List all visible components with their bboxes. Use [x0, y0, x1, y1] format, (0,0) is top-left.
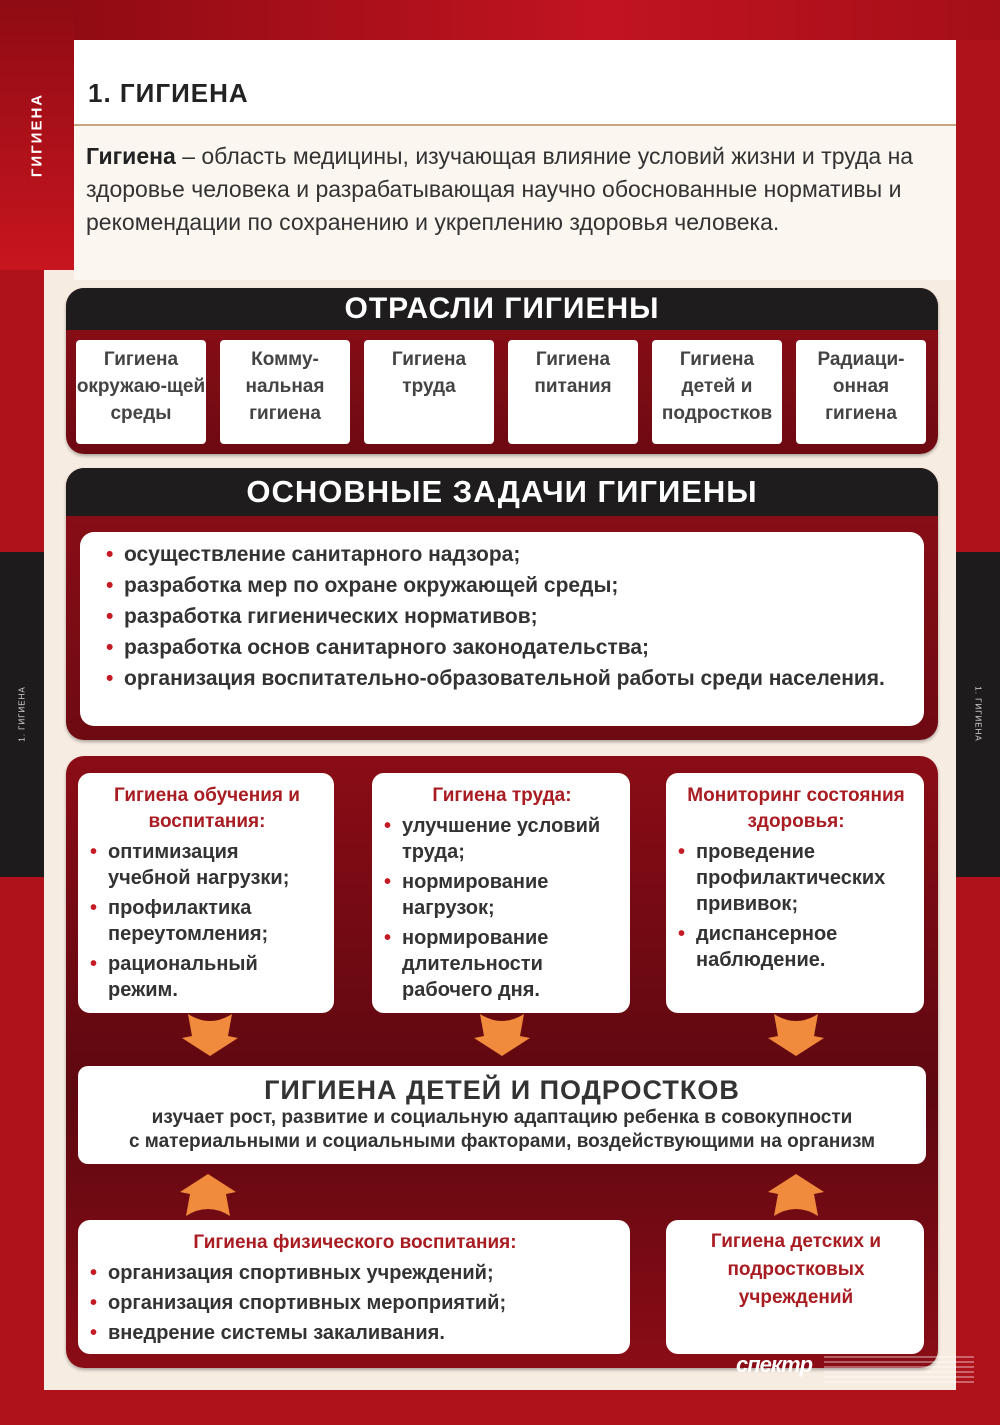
side-tab-label: ГИГИЕНА	[28, 92, 46, 178]
side-strip-right	[956, 552, 1000, 877]
definition-paragraph	[86, 140, 946, 239]
side-strip-left-label: 1. ГИГИЕНА	[17, 686, 27, 742]
arrow-up-icon	[178, 1172, 238, 1218]
fine-print	[824, 1356, 974, 1384]
card-title: Гигиена труда:	[432, 785, 572, 806]
frame-top	[0, 0, 1000, 40]
central-title: ГИГИЕНА ДЕТЕЙ И ПОДРОСТКОВ	[264, 1075, 740, 1105]
list-item: • рациональный режим.	[90, 951, 324, 1003]
arrow-down-icon	[472, 1012, 532, 1058]
list-item: • нормирование нагрузок;	[384, 869, 620, 921]
list-item: • организация воспитательно-образовательной работы среди населения.	[124, 666, 908, 692]
branch-item: Гигиена детей и подростков	[652, 340, 782, 444]
branch-item: Комму-нальная гигиена	[220, 340, 350, 444]
list-item: • проведение профилактических прививок;	[678, 839, 914, 917]
card-title: Гигиена обучения и воспитания:	[114, 785, 300, 832]
list-item: • осуществление санитарного надзора;	[124, 542, 908, 568]
branches-heading: ОТРАСЛИ ГИГИЕНЫ	[66, 288, 938, 330]
publisher-logo	[736, 1352, 976, 1388]
definition-text: – область медицины, изучающая влияние условий жизни и труда на здоровье человека и разрабатывающая научно обоснованные нормативы и рекомендации по сохранению и укреплению здоровья человека.	[86, 143, 914, 235]
tasks-heading: ОСНОВНЫЕ ЗАДАЧИ ГИГИЕНЫ	[66, 468, 938, 516]
page-title: 1. ГИГИЕНА	[88, 78, 249, 108]
card-physical	[78, 1220, 630, 1354]
list-item: • организация спортивных мероприятий;	[90, 1290, 620, 1316]
central-text-line: с материальными и социальными факторами, воздействующими на организм	[128, 1131, 876, 1152]
arrow-up-icon	[766, 1172, 826, 1218]
branch-item: Гигиена окружаю-щей среды	[76, 340, 206, 444]
tasks-panel	[66, 468, 938, 740]
list-item: • диспансерное наблюдение.	[678, 921, 914, 973]
definition-term: Гигиена	[86, 143, 176, 169]
side-strip-left	[0, 552, 44, 877]
branch-item: Гигиена питания	[508, 340, 638, 444]
card-education	[78, 773, 334, 1013]
side-strip-right-label: 1. ГИГИЕНА	[973, 686, 983, 742]
card-title: Гигиена физического воспитания:	[193, 1232, 517, 1253]
list-item: • внедрение системы закаливания.	[90, 1320, 620, 1346]
card-monitoring	[666, 773, 924, 1013]
card-title: Мониторинг состояния здоровья:	[687, 785, 905, 832]
list-item: • улучшение условий труда;	[384, 813, 620, 865]
list-item: • организация спортивных учреждений;	[90, 1260, 620, 1286]
arrow-down-icon	[766, 1012, 826, 1058]
list-item: • нормирование длительности рабочего дня.	[384, 925, 620, 1003]
card-title: Гигиена детских и подростковых учреждений	[710, 1231, 882, 1308]
arrow-down-icon	[180, 1012, 240, 1058]
logo-text: спектр	[736, 1352, 813, 1377]
title-bar	[74, 40, 956, 126]
list-item: • разработка основ санитарного законодательства;	[124, 635, 908, 661]
list-item: • разработка гигиенических нормативов;	[124, 604, 908, 630]
card-labor	[372, 773, 630, 1013]
side-tab	[0, 0, 74, 270]
central-box	[78, 1066, 926, 1164]
tasks-list	[80, 532, 924, 726]
branch-item: Радиаци-онная гигиена	[796, 340, 926, 444]
list-item: • оптимизация учебной нагрузки;	[90, 839, 324, 891]
branch-item: Гигиена труда	[364, 340, 494, 444]
list-item: • профилактика переутомления;	[90, 895, 324, 947]
branches-panel	[66, 288, 938, 454]
card-institutions	[666, 1220, 924, 1354]
list-item: • разработка мер по охране окружающей среды;	[124, 573, 908, 599]
central-text-line: изучает рост, развитие и социальную адаптацию ребенка в совокупности	[151, 1107, 853, 1128]
header-card	[74, 40, 956, 280]
